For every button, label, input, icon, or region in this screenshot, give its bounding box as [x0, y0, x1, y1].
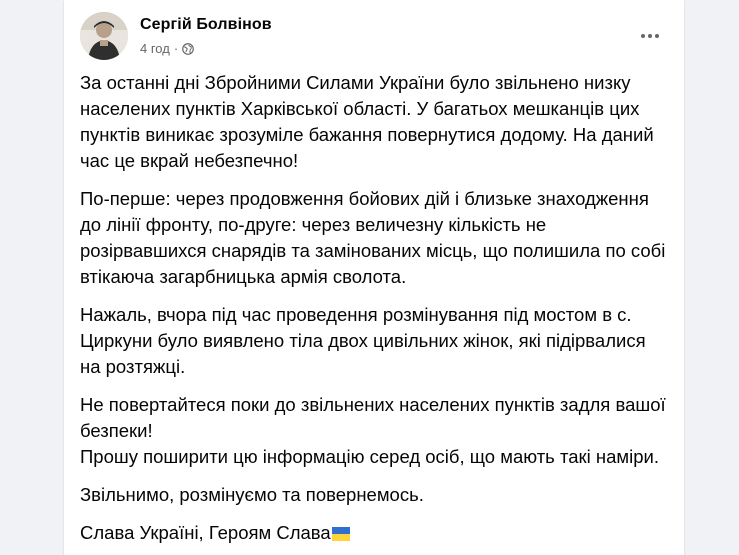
- author-avatar[interactable]: [80, 12, 128, 60]
- post-paragraph: Нажаль, вчора під час проведення розмінування під мостом в с. Циркуни було виявлено тіла двох цивільних жінок, які підірвалися на розтяжці.: [80, 304, 646, 377]
- more-horizontal-icon: [641, 34, 659, 38]
- post-paragraph: Звільнимо, розмінуємо та повернемось.: [80, 484, 424, 505]
- more-options-button[interactable]: [632, 18, 668, 54]
- post-time[interactable]: 4 год: [140, 41, 170, 56]
- meta-separator: ·: [173, 41, 179, 56]
- post-paragraph: За останні дні Збройними Силами України було звільнено низку населених пунктів Харківської області. У багатьох мешканців цих пунктів виникає зрозуміле бажання повернутися додому. На даний час це вкрай небезпечно!: [80, 72, 654, 171]
- post-line: Не повертайтеся поки до звільнених населених пунктів задля вашої безпеки!: [80, 394, 666, 441]
- globe-icon[interactable]: [182, 43, 194, 55]
- author-name[interactable]: Сергій Болвінов: [140, 16, 272, 33]
- avatar-image: [80, 12, 128, 60]
- post-line: Слава Україні, Героям Слава: [80, 522, 331, 543]
- post-meta: [140, 41, 194, 56]
- post-paragraph: По-перше: через продовження бойових дій і близьке знаходження до лінії фронту, по-друге: через величезну кількість не розірвавшихся снарядів та замінованих місць, що полишила по собі втікаюча загарбницька армія сволота.: [80, 188, 666, 287]
- post-line: Прошу поширити цю інформацію серед осіб, що мають такі наміри.: [80, 446, 659, 467]
- post-text: [80, 70, 668, 555]
- post-paragraph: [80, 520, 668, 546]
- post-paragraph: [80, 392, 668, 470]
- post-card: [64, 0, 684, 555]
- ukraine-flag-icon: [332, 527, 350, 541]
- post-header: [80, 12, 668, 60]
